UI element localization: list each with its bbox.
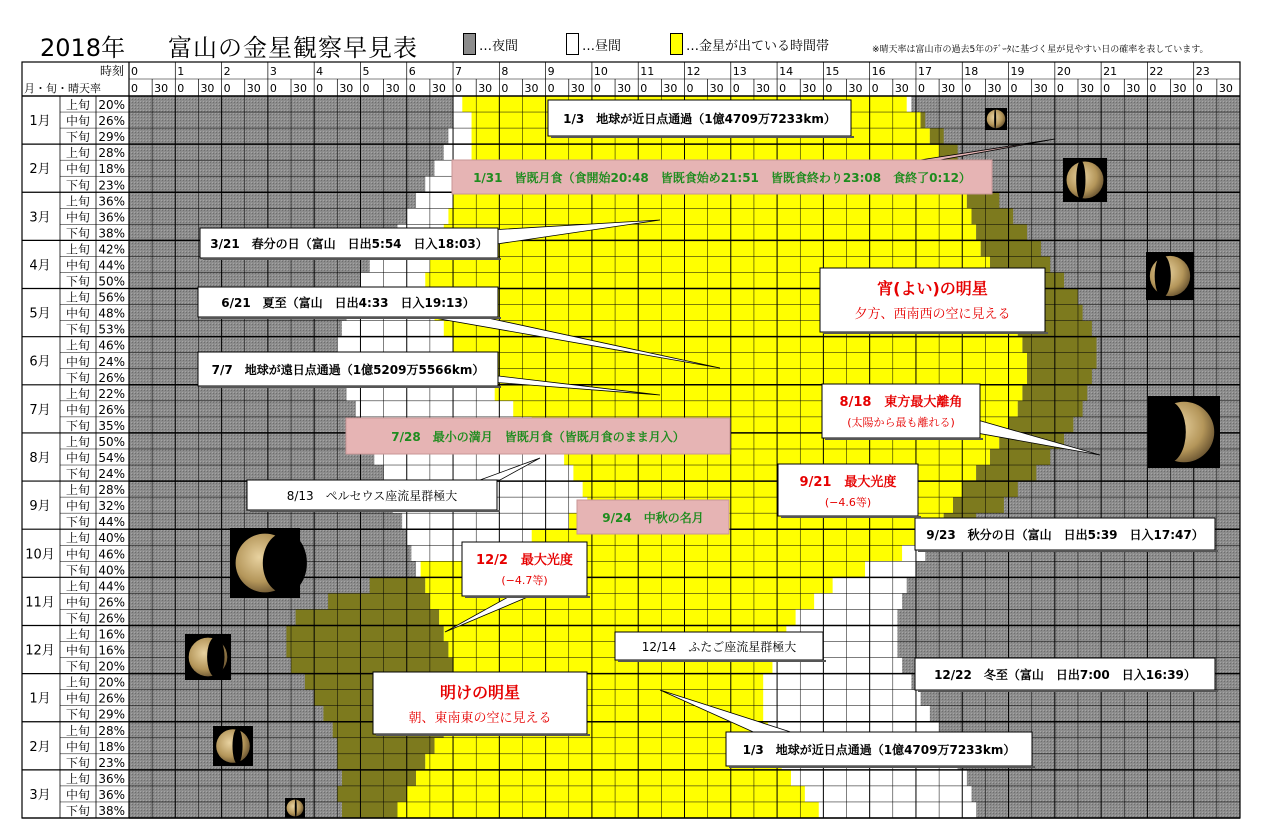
hour-tick-label: 21 — [1103, 65, 1118, 78]
half-tick-label: 0 — [1010, 82, 1018, 95]
highlight-callout — [778, 464, 921, 518]
hour-tick-label: 16 — [871, 65, 886, 78]
half-tick-label: 30 — [154, 82, 169, 95]
clear-rate-label: 26% — [98, 370, 125, 385]
hour-tick-label: 18 — [964, 65, 979, 78]
month-label: 3月 — [29, 210, 51, 226]
clear-rate-label: 26% — [98, 114, 125, 129]
venus-phase-3-icon — [1146, 252, 1194, 300]
venus-night-bar — [967, 192, 999, 208]
clear-rate-label: 24% — [98, 354, 125, 369]
hour-tick-label: 15 — [825, 65, 840, 78]
callout-shadow — [618, 660, 826, 662]
period-label: 下旬 — [65, 611, 91, 626]
half-tick-label: 0 — [177, 82, 185, 95]
venus-night-bar — [972, 208, 1014, 224]
hour-tick-label: 12 — [686, 65, 701, 78]
month-label: 2月 — [29, 162, 51, 178]
period-label: 上旬 — [65, 290, 91, 305]
clear-rate-label: 28% — [98, 146, 125, 161]
callout-text: 7/28 最小の満月 皆既月食（皆既月食のまま月入） — [391, 430, 685, 444]
month-label: 10月 — [25, 547, 55, 563]
venus-night-bar — [328, 593, 430, 609]
venus-shadow — [994, 109, 996, 129]
venus-night-bar — [286, 625, 443, 641]
half-tick-label: 30 — [385, 82, 400, 95]
half-tick-label: 30 — [478, 82, 493, 95]
month-label: 5月 — [29, 306, 51, 322]
half-tick-label: 0 — [640, 82, 648, 95]
venus-shadow — [263, 533, 307, 594]
venus-night-bar — [976, 224, 1027, 240]
clear-rate-label: 44% — [98, 258, 125, 273]
hour-tick-label: 7 — [455, 65, 463, 78]
highlight-title: 9/21 最大光度 — [799, 475, 897, 490]
period-label: 上旬 — [65, 98, 91, 113]
venus-day-bar — [435, 738, 773, 754]
highlight-shadow — [781, 516, 921, 518]
year-title: 2018年 — [40, 34, 126, 62]
callout-shadow — [918, 550, 1218, 552]
callout-shadow — [551, 136, 854, 138]
venus-shadow — [1076, 161, 1085, 200]
clear-rate-label: 26% — [98, 691, 125, 706]
clear-rate-label: 44% — [98, 515, 125, 530]
venus-phase-8-icon — [285, 798, 305, 818]
half-tick-label: 0 — [686, 82, 694, 95]
period-label: 上旬 — [65, 434, 91, 449]
month-label: 11月 — [25, 595, 55, 611]
highlight-shadow — [465, 596, 590, 598]
period-label: 上旬 — [65, 627, 91, 642]
clear-rate-label: 23% — [98, 178, 125, 193]
clear-rate-label: 50% — [98, 434, 125, 449]
venus-phase-7-icon — [213, 726, 253, 766]
venus-night-bar — [296, 609, 440, 625]
half-tick-label: 30 — [802, 82, 817, 95]
hour-tick-label: 6 — [408, 65, 416, 78]
period-label: 下旬 — [65, 804, 91, 818]
venus-phase-5-icon — [230, 528, 307, 598]
venus-night-bar — [1018, 401, 1083, 417]
clear-rate-label: 26% — [98, 402, 125, 417]
half-tick-label: 0 — [871, 82, 879, 95]
half-tick-label: 0 — [1195, 82, 1203, 95]
callout-text: 8/13 ペルセウス座流星群極大 — [286, 489, 458, 503]
venus-night-bar — [990, 449, 1050, 465]
venus-phase-4-icon — [1148, 396, 1220, 468]
half-tick-label: 30 — [941, 82, 956, 95]
venus-day-bar — [453, 337, 1022, 353]
highlight-box — [462, 542, 587, 596]
callout-text: 9/24 中秋の名月 — [602, 511, 704, 525]
annotation-callout — [577, 500, 729, 534]
rows-axis-label: 月・旬・晴天率 — [24, 82, 101, 95]
time-axis-label: 時刻 — [99, 64, 124, 78]
callout-text: 1/3 地球が近日点通過（1億4709万7233km） — [742, 743, 1016, 757]
month-label: 4月 — [29, 258, 51, 274]
venus-phase-2-icon — [1063, 158, 1107, 202]
hour-tick-label: 11 — [640, 65, 655, 78]
venus-night-bar — [930, 128, 944, 144]
month-label: 1月 — [29, 691, 51, 707]
clear-rate-label: 54% — [98, 451, 125, 466]
venus-day-bar — [397, 802, 818, 818]
half-tick-label: 30 — [848, 82, 863, 95]
period-label: 中旬 — [65, 402, 91, 417]
highlight-box — [820, 268, 1045, 332]
period-label: 中旬 — [65, 162, 91, 177]
venus-day-bar — [462, 353, 1027, 369]
clear-rate-label: 36% — [98, 194, 125, 209]
month-label: 3月 — [29, 787, 51, 803]
hour-tick-label: 3 — [269, 65, 277, 78]
half-tick-label: 30 — [1079, 82, 1094, 95]
period-label: 中旬 — [65, 739, 91, 754]
venus-shadow — [295, 799, 297, 818]
callout-shadow — [918, 690, 1218, 692]
half-tick-label: 0 — [131, 82, 138, 95]
callout-text: 1/31 皆既月食（食開始20:48 皆既食始め21:51 皆既食終わり23:08 食終了0:12） — [473, 171, 971, 185]
venus-night-bar — [337, 786, 406, 802]
half-tick-label: 0 — [1103, 82, 1111, 95]
hour-tick-label: 20 — [1056, 65, 1071, 78]
period-label: 上旬 — [65, 146, 91, 161]
hour-tick-label: 17 — [917, 65, 932, 78]
highlight-title: 明けの明星 — [439, 683, 521, 702]
half-tick-label: 30 — [200, 82, 215, 95]
half-tick-label: 0 — [779, 82, 787, 95]
month-label: 7月 — [29, 402, 51, 418]
hour-tick-label: 19 — [1010, 65, 1025, 78]
period-label: 下旬 — [65, 755, 91, 770]
period-label: 下旬 — [65, 563, 91, 578]
venus-day-bar — [416, 770, 791, 786]
highlight-shadow — [376, 734, 590, 736]
period-label: 下旬 — [65, 178, 91, 193]
annotation-callout — [915, 658, 1218, 692]
clear-rate-label: 53% — [98, 322, 125, 337]
half-tick-label: 30 — [246, 82, 261, 95]
clear-rate-label: 35% — [98, 418, 125, 433]
half-tick-label: 0 — [732, 82, 740, 95]
clear-rate-label: 28% — [98, 723, 125, 738]
highlight-sub: (太陽から最も離れる) — [847, 416, 955, 429]
venus-night-bar — [1027, 353, 1096, 369]
period-label: 下旬 — [65, 322, 91, 337]
highlight-title: 12/2 最大光度 — [476, 553, 573, 568]
period-label: 上旬 — [65, 579, 91, 594]
legend-night-label: …夜間 — [479, 38, 519, 54]
half-tick-label: 0 — [593, 82, 601, 95]
hour-tick-label: 13 — [732, 65, 747, 78]
half-tick-label: 30 — [894, 82, 909, 95]
half-tick-label: 0 — [1149, 82, 1157, 95]
clear-rate-label: 38% — [98, 226, 125, 241]
clear-rate-label: 28% — [98, 483, 125, 498]
highlight-title: 宵(よい)の明星 — [877, 279, 988, 298]
venus-night-bar — [1022, 337, 1096, 353]
hour-tick-label: 0 — [131, 65, 138, 78]
clear-rate-label: 46% — [98, 547, 125, 562]
period-label: 中旬 — [65, 595, 91, 610]
half-tick-label: 0 — [1056, 82, 1064, 95]
half-tick-label: 30 — [755, 82, 770, 95]
venus-night-bar — [1009, 417, 1074, 433]
half-tick-label: 0 — [223, 82, 231, 95]
month-label: 1月 — [29, 114, 51, 130]
half-tick-label: 30 — [663, 82, 678, 95]
clear-rate-label: 26% — [98, 595, 125, 610]
half-tick-label: 30 — [431, 82, 446, 95]
callout-text: 12/22 冬至（富山 日出7:00 日入16:39） — [934, 668, 1196, 682]
half-tick-label: 30 — [1033, 82, 1048, 95]
month-label: 12月 — [25, 643, 55, 659]
legend-day-label: …昼間 — [582, 38, 622, 54]
clear-rate-note: ※晴天率は富山市の過去5年のﾃﾞｰﾀに基づく星が見やすい日の確率を表しています。 — [872, 45, 1209, 55]
clear-rate-label: 50% — [98, 274, 125, 289]
clear-rate-label: 40% — [98, 563, 125, 578]
period-label: 下旬 — [65, 370, 91, 385]
venus-night-bar — [1027, 369, 1092, 385]
clear-rate-label: 18% — [98, 162, 125, 177]
venus-phase-6-icon — [185, 634, 231, 680]
period-label: 中旬 — [65, 306, 91, 321]
page-title: 富山の金星観察早見表 — [168, 34, 418, 62]
clear-rate-label: 42% — [98, 242, 125, 257]
clear-rate-label: 29% — [98, 130, 125, 145]
period-label: 上旬 — [65, 242, 91, 257]
period-label: 下旬 — [65, 659, 91, 674]
highlight-sub: 朝、東南東の空に見える — [408, 711, 552, 726]
period-label: 下旬 — [65, 515, 91, 530]
month-label: 8月 — [29, 451, 51, 466]
callout-text: 9/23 秋分の日（富山 日出5:39 日入17:47） — [926, 528, 1204, 542]
venus-phase-1-icon — [985, 108, 1007, 130]
venus-night-bar — [291, 658, 453, 674]
highlight-sub: 夕方、西南西の空に見える — [854, 307, 1011, 322]
callout-shadow — [203, 258, 501, 260]
clear-rate-label: 20% — [98, 675, 125, 690]
venus-night-bar — [962, 481, 1018, 497]
period-label: 上旬 — [65, 386, 91, 401]
clear-rate-label: 22% — [98, 386, 125, 401]
period-label: 上旬 — [65, 483, 91, 498]
month-label: 9月 — [29, 499, 51, 515]
period-label: 中旬 — [65, 258, 91, 273]
clear-rate-label: 40% — [98, 531, 125, 546]
venus-day-bar — [407, 786, 805, 802]
half-tick-label: 30 — [1172, 82, 1187, 95]
half-tick-label: 30 — [987, 82, 1002, 95]
legend-venus-label: …金星が出ている時間帯 — [686, 38, 830, 54]
venus-night-bar — [342, 770, 416, 786]
half-tick-label: 30 — [709, 82, 724, 95]
month-label: 2月 — [29, 739, 51, 755]
period-label: 下旬 — [65, 130, 91, 145]
period-label: 上旬 — [65, 771, 91, 786]
hour-tick-label: 8 — [501, 65, 509, 78]
half-tick-label: 30 — [293, 82, 308, 95]
annotation-callout — [548, 100, 854, 138]
hour-tick-label: 4 — [316, 65, 324, 78]
half-tick-label: 0 — [501, 82, 509, 95]
period-label: 上旬 — [65, 338, 91, 353]
period-label: 上旬 — [65, 531, 91, 546]
highlight-callout — [373, 672, 590, 736]
annotation-callout — [915, 518, 1218, 552]
venus-night-bar — [337, 738, 434, 754]
hour-tick-label: 2 — [223, 65, 231, 78]
venus-shadow — [1155, 255, 1171, 297]
period-label: 下旬 — [65, 707, 91, 722]
highlight-box — [822, 384, 980, 438]
period-label: 上旬 — [65, 675, 91, 690]
clear-rate-label: 48% — [98, 306, 125, 321]
period-label: 中旬 — [65, 210, 91, 225]
venus-shadow — [232, 728, 242, 764]
callout-text: 6/21 夏至（富山 日出4:33 日入19:13） — [221, 296, 475, 310]
month-label: 6月 — [29, 354, 51, 370]
half-tick-label: 0 — [825, 82, 833, 95]
highlight-title: 8/18 東方最大離角 — [839, 395, 963, 410]
clear-rate-label: 18% — [98, 739, 125, 754]
hour-tick-label: 14 — [779, 65, 794, 78]
clear-rate-label: 38% — [98, 804, 125, 818]
period-label: 中旬 — [65, 643, 91, 658]
clear-rate-label: 32% — [98, 499, 125, 514]
callout-text: 3/21 春分の日（富山 日出5:54 日入18:03） — [210, 237, 488, 251]
venus-night-bar — [342, 802, 398, 818]
half-tick-label: 0 — [362, 82, 370, 95]
clear-rate-label: 26% — [98, 611, 125, 626]
highlight-sub: (−4.6等) — [824, 496, 872, 509]
clear-rate-label: 24% — [98, 467, 125, 482]
half-tick-label: 0 — [316, 82, 324, 95]
venus-night-bar — [953, 497, 1004, 513]
clear-rate-label: 36% — [98, 771, 125, 786]
venus-shadow — [1150, 401, 1186, 463]
highlight-shadow — [825, 438, 983, 440]
half-tick-label: 0 — [547, 82, 555, 95]
half-tick-label: 0 — [964, 82, 972, 95]
half-tick-label: 0 — [455, 82, 463, 95]
period-label: 中旬 — [65, 691, 91, 706]
half-tick-label: 0 — [408, 82, 416, 95]
venus-shadow — [207, 637, 224, 678]
callout-text: 1/3 地球が近日点通過（1億4709万7233km） — [563, 112, 836, 126]
venus-night-bar — [370, 577, 426, 593]
period-label: 中旬 — [65, 114, 91, 129]
clear-rate-label: 29% — [98, 707, 125, 722]
hour-tick-label: 10 — [593, 65, 608, 78]
period-label: 中旬 — [65, 787, 91, 802]
callout-shadow — [729, 766, 1035, 768]
clear-rate-label: 20% — [98, 659, 125, 674]
highlight-callout — [820, 268, 1048, 334]
period-label: 中旬 — [65, 499, 91, 514]
callout-text: 7/7 地球が遠日点通過（1億5209万5566km） — [211, 363, 485, 377]
annotation-callout — [615, 632, 826, 662]
period-label: 中旬 — [65, 451, 91, 466]
half-tick-label: 0 — [917, 82, 925, 95]
clear-rate-label: 36% — [98, 210, 125, 225]
hour-tick-label: 5 — [362, 65, 370, 78]
callout-shadow — [201, 386, 501, 388]
clear-rate-label: 16% — [98, 627, 125, 642]
half-tick-label: 30 — [1218, 82, 1233, 95]
half-tick-label: 30 — [617, 82, 632, 95]
period-label: 上旬 — [65, 194, 91, 209]
half-tick-label: 30 — [524, 82, 539, 95]
period-label: 下旬 — [65, 467, 91, 482]
venus-day-bar — [453, 192, 967, 208]
hour-tick-label: 23 — [1195, 65, 1210, 78]
callout-shadow — [250, 510, 500, 512]
period-label: 中旬 — [65, 354, 91, 369]
venus-day-bar — [472, 144, 940, 160]
highlight-sub: (−4.7等) — [501, 574, 548, 587]
highlight-shadow — [823, 332, 1048, 334]
callout-shadow — [201, 317, 501, 319]
period-label: 下旬 — [65, 226, 91, 241]
hour-tick-label: 1 — [177, 65, 185, 78]
half-tick-label: 30 — [339, 82, 354, 95]
clear-rate-label: 23% — [98, 755, 125, 770]
period-label: 下旬 — [65, 418, 91, 433]
hour-tick-label: 9 — [547, 65, 555, 78]
period-label: 中旬 — [65, 547, 91, 562]
clear-rate-label: 56% — [98, 290, 125, 305]
half-tick-label: 30 — [570, 82, 585, 95]
clear-rate-label: 46% — [98, 338, 125, 353]
venus-night-bar — [337, 754, 425, 770]
half-tick-label: 0 — [269, 82, 277, 95]
period-label: 上旬 — [65, 723, 91, 738]
callout-text: 12/14 ふたご座流星群極大 — [641, 640, 797, 654]
clear-rate-label: 44% — [98, 579, 125, 594]
clear-rate-label: 16% — [98, 643, 125, 658]
annotation-callout — [346, 418, 730, 454]
venus-night-bar — [921, 112, 926, 128]
venus-day-bar — [476, 369, 1027, 385]
hour-tick-label: 22 — [1149, 65, 1164, 78]
clear-rate-label: 36% — [98, 787, 125, 802]
period-label: 下旬 — [65, 274, 91, 289]
clear-rate-label: 20% — [98, 98, 125, 113]
venus-night-bar — [286, 642, 448, 658]
half-tick-label: 30 — [1126, 82, 1141, 95]
